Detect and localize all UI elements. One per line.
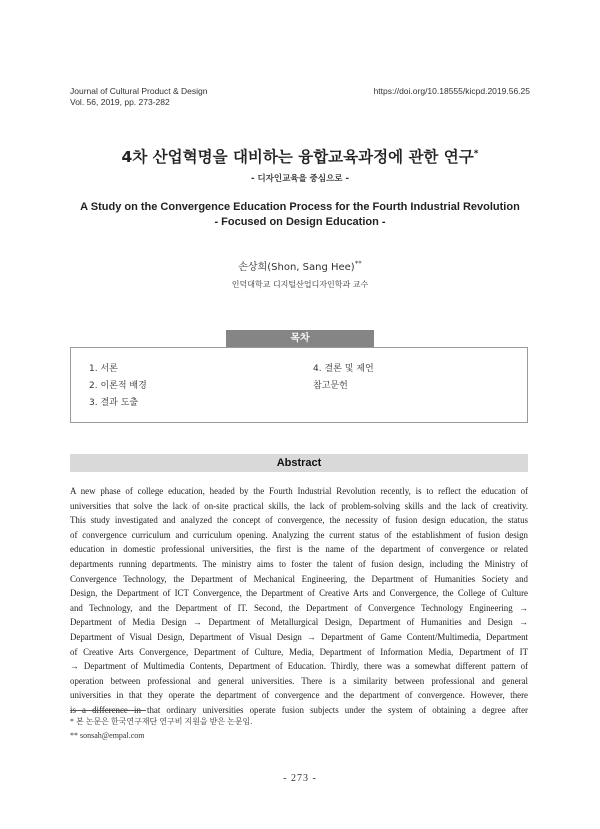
abstract-line: This study investigated and analyzed the concept of convergence, the necessity of fusion design education, the status (70, 515, 528, 526)
author (0, 258, 600, 273)
abstract-line: → Department of Multimedia Contents, Department of Education. Thirdly, there was a somewhat different pattern of (70, 661, 528, 672)
title-footnote-mark: * (473, 148, 479, 159)
abstract-line: of Creative Arts Convergence, Department of Culture, Media, Department of Information Media, Department of IT (70, 646, 528, 657)
author-footnote-mark: ** (354, 259, 362, 268)
toc-item[interactable]: 참고문헌 (313, 381, 348, 391)
abstract-line: of convergence curriculum and curriculum opening. Analyzing the current status of the establishment of fusion design (70, 529, 528, 540)
page-number: - 273 - (283, 773, 317, 784)
abstract-line: operation between professional and general universities. There is a similarity between professional and general (70, 675, 528, 686)
korean-title (0, 145, 600, 167)
abstract-line: Convergence Technology, the Department of Mechanical Engineering, the Department of Humanities Society and (70, 573, 528, 584)
journal-volume: Vol. 56, 2019, pp. 273-282 (70, 97, 170, 107)
toc-item[interactable]: 3. 결과 도출 (89, 398, 139, 408)
footnote-email: ** sonsah@empal.com (70, 731, 145, 740)
korean-title-text: 4차 산업혁명을 대비하는 융합교육과정에 관한 연구 (121, 148, 474, 166)
journal-header (70, 86, 208, 108)
affiliation: 인덕대학교 디지털산업디자인학과 교수 (231, 280, 369, 289)
abstract-line: Department of Media Design → Department of Metallurgical Design, Department of Humanities and Design → (70, 617, 528, 628)
abstract-line: and Technology, and the Department of IT. Second, the Department of Convergence Technology Engineering → (70, 602, 528, 613)
toc-item[interactable]: 4. 결론 및 제언 (313, 364, 374, 374)
abstract-line: education in domestic professional universities, the first is the name of the department of convergence or related (70, 544, 528, 555)
footnote-funding: * 본 논문은 한국연구재단 연구비 지원을 받은 논문임. (70, 717, 253, 726)
table-of-contents (70, 347, 528, 423)
abstract-body (70, 484, 528, 718)
abstract-line: universities in that they operate the department of convergence and the department of convergence. However, there (70, 690, 528, 701)
author-name: 손상희(Shon, Sang Hee) (238, 262, 355, 273)
doi-link[interactable]: https://doi.org/10.18555/kicpd.2019.56.25 (373, 86, 530, 96)
toc-item[interactable]: 2. 이론적 배경 (89, 381, 147, 391)
footnotes (70, 715, 252, 743)
toc-right-column (313, 361, 374, 395)
abstract-line: universities that solve the lack of on-site practical skills, the lack of problem-solving skills and the lack of creativity. (70, 500, 528, 511)
abstract-line: is a difference in that ordinary universities operate fusion subjects under the system of obtaining a degree after (70, 704, 528, 715)
korean-subtitle: - 디자인교육을 중심으로 - (250, 174, 350, 184)
english-title-line2: - Focused on Design Education - (214, 216, 386, 228)
abstract-line: departments running departments. The ministry aims to foster the talent of fusion design, including the Ministry of (70, 558, 528, 569)
english-title (0, 200, 600, 230)
toc-left-column (89, 361, 147, 412)
journal-name: Journal of Cultural Product & Design (70, 86, 208, 96)
abstract-line: Department of Visual Design, Department of Visual Design → Department of Game Content/Multimedia, Department (70, 631, 528, 642)
toc-item[interactable]: 1. 서론 (89, 364, 118, 374)
abstract-line: Design, the Department of ICT Convergence, the Department of Creative Arts and Convergence, the College of Culture (70, 588, 528, 599)
english-title-line1: A Study on the Convergence Education Process for the Fourth Industrial Revolution (80, 201, 520, 213)
abstract-heading: Abstract (70, 454, 528, 472)
abstract-line: A new phase of college education, headed by the Fourth Industrial Revolution recently, is to reflect the education of (70, 486, 528, 496)
toc-label: 목차 (226, 330, 374, 348)
footnote-rule (70, 710, 146, 711)
